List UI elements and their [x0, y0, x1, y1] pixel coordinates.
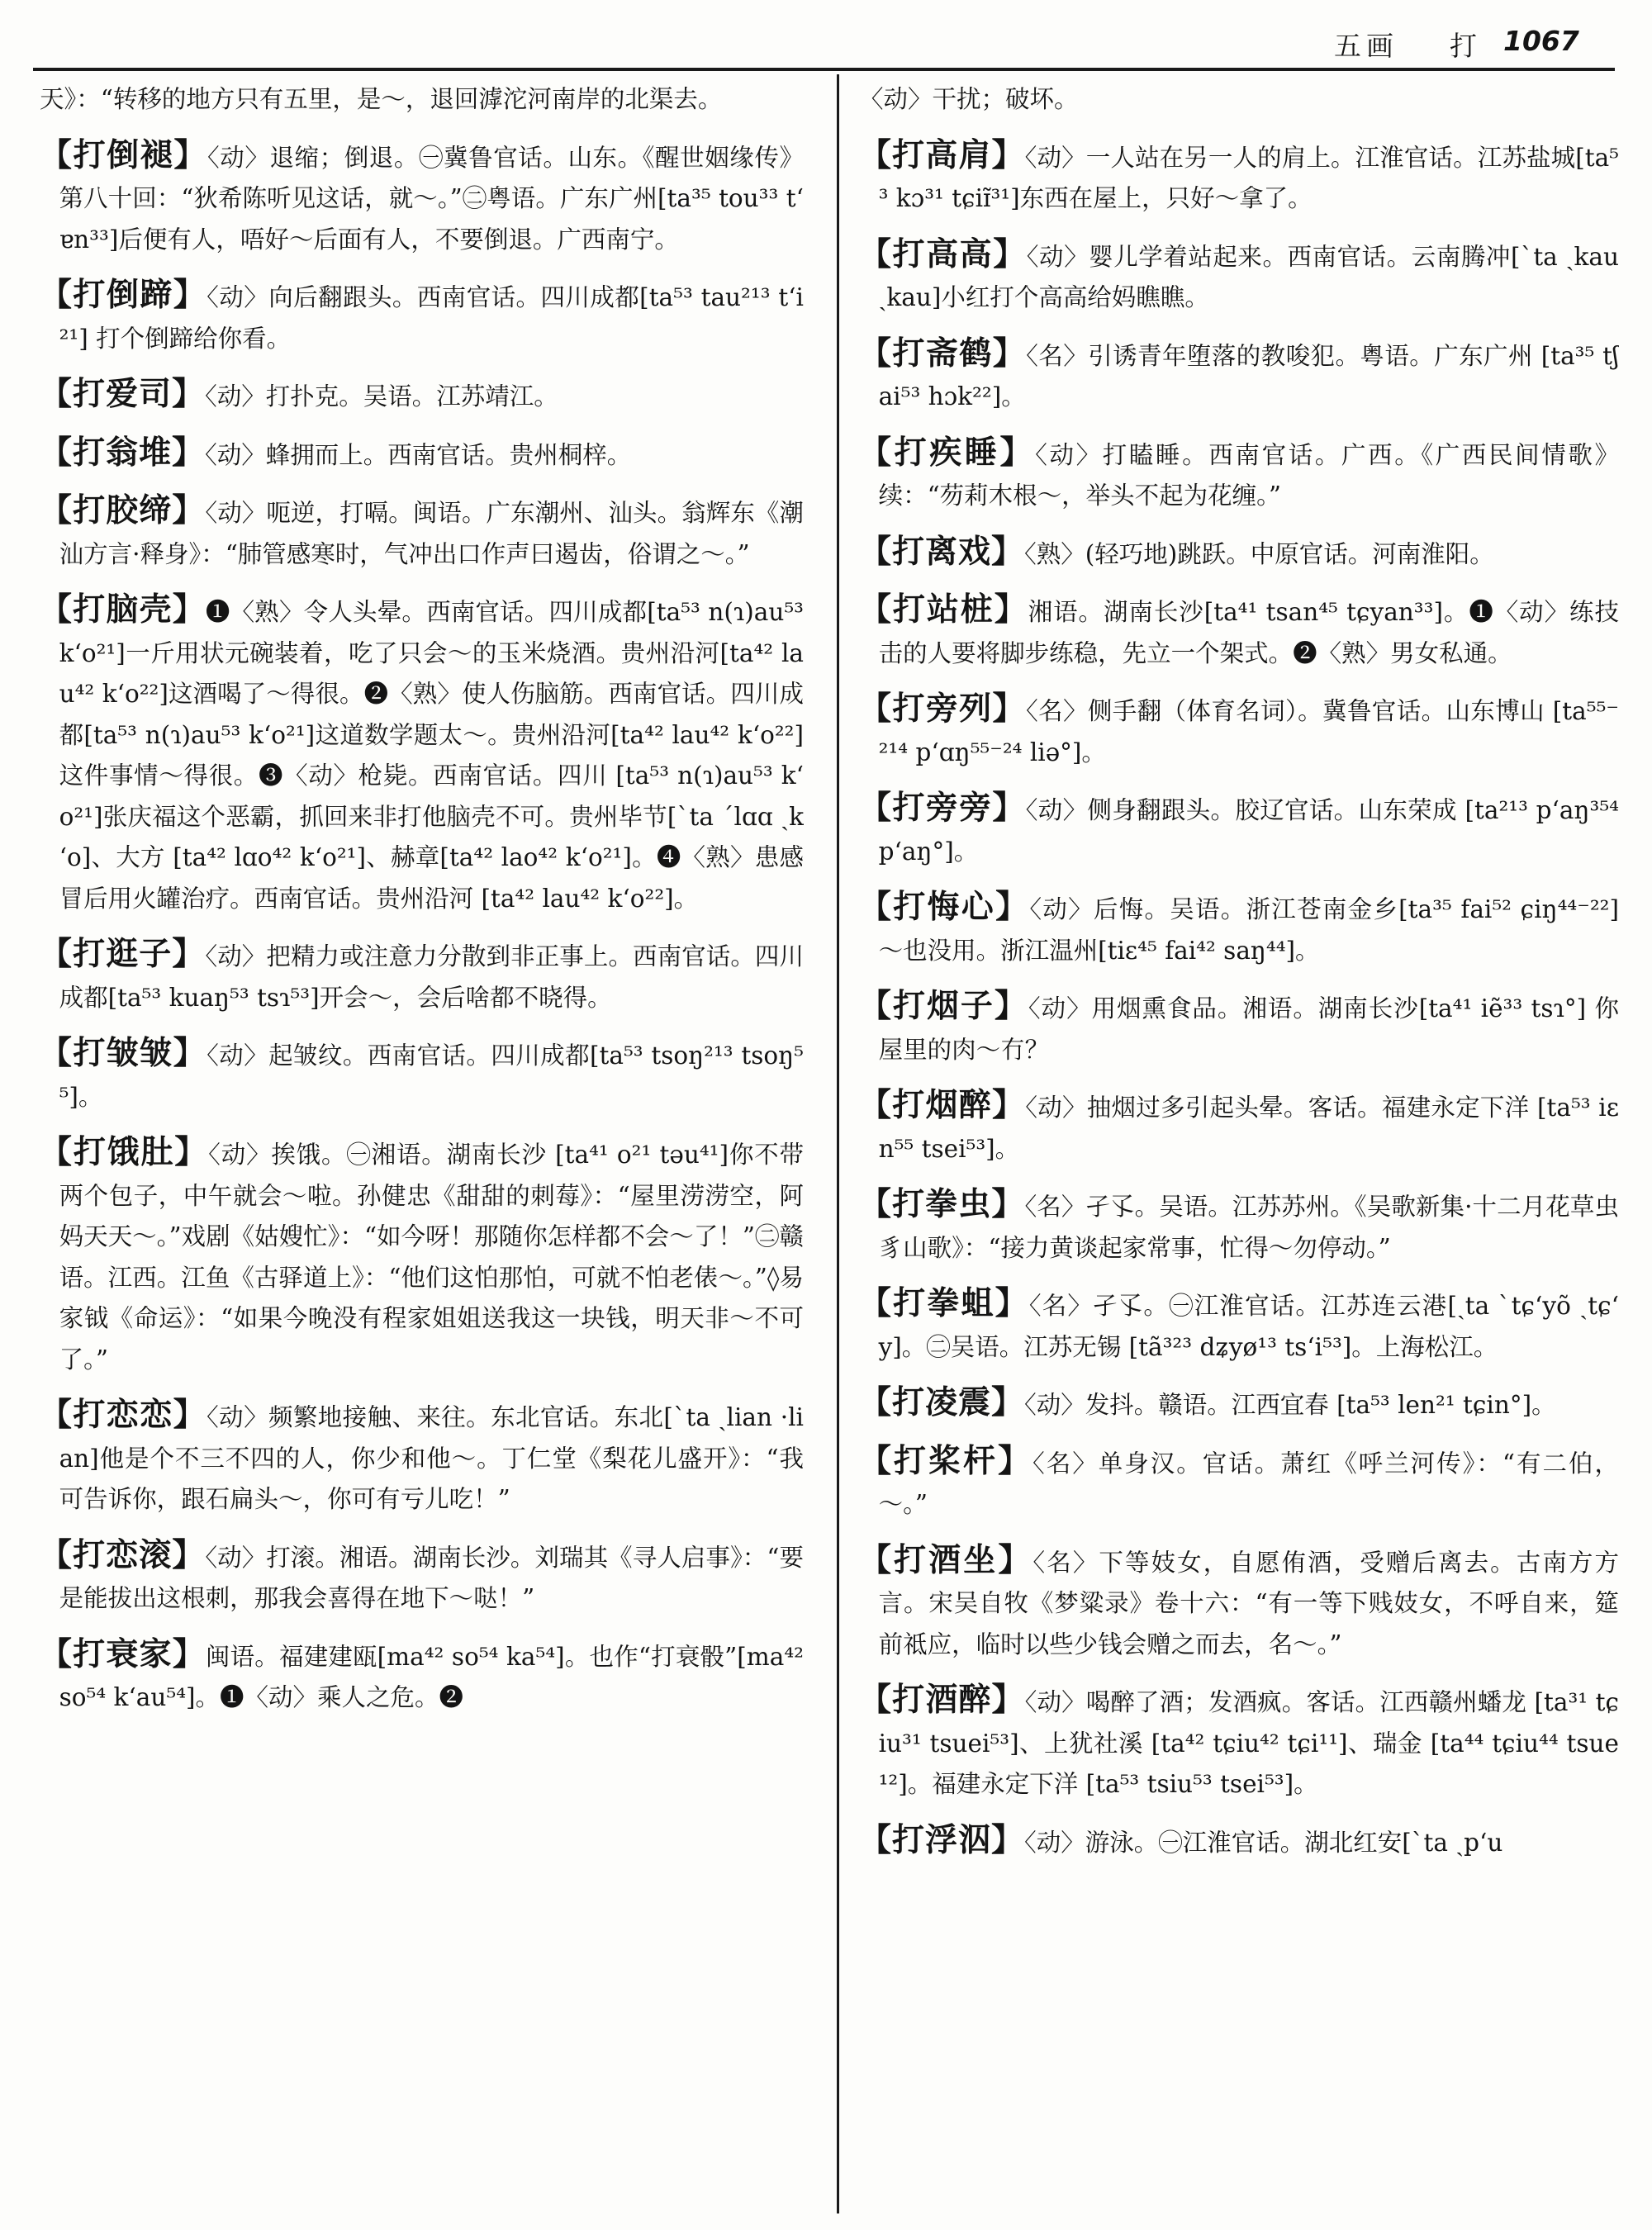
- page-number: 1067: [1503, 25, 1579, 57]
- dictionary-entry: [859, 1820, 1619, 1864]
- dictionary-entry: [40, 590, 804, 919]
- entry-headword: 【打皱皱】: [40, 1034, 207, 1072]
- dictionary-entry: [40, 1033, 804, 1117]
- entry-headword: 【打疾睡】: [859, 433, 1036, 472]
- entry-headword: 【打烟子】: [859, 987, 1028, 1025]
- entry-definition: 〈熟〉(轻巧地)跳跃。中原官话。河南淮阳。: [1024, 539, 1494, 568]
- dictionary-entry: [859, 788, 1619, 872]
- entry-headword: 【打斋鹤】: [859, 334, 1027, 372]
- dictionary-entry: [40, 491, 804, 575]
- dictionary-entry: [859, 1085, 1619, 1170]
- entry-definition: 〈动〉干扰；破坏。: [859, 85, 1079, 113]
- entry-definition: 〈动〉打扑克。吴语。江苏靖江。: [205, 382, 558, 410]
- entry-definition: 〈动〉喝醉了酒；发酒疯。客话。江西赣州蟠龙 [ta³¹ tɕiu³¹ tsuei⁵³]、上犹社溪 [ta⁴² tɕiu⁴² tɕi¹¹]、瑞金 [ta⁴⁴ tɕiu⁴⁴ tsue¹²]。福建永定下洋 [ta⁵³ tsiu⁵³ tsei⁵³]。: [878, 1688, 1619, 1798]
- entry-definition: 〈动〉把精力或注意力分散到非正事上。西南官话。四川成都[ta⁵³ kuaŋ⁵³ tsɿ⁵³]开会～，会后啥都不晓得。: [59, 942, 804, 1012]
- dictionary-entry: [859, 986, 1619, 1070]
- entry-headword: 【打站桩】: [859, 591, 1028, 629]
- entry-definition: 〈动〉打滚。湘语。湖南长沙。刘瑞其《寻人启事》：“要是能拔出这根刺，那我会喜得在地下～哒！”: [59, 1543, 804, 1612]
- entry-headword: 【打倒蹄】: [40, 276, 207, 314]
- entry-headword: 【打倒褪】: [40, 135, 207, 174]
- entry-headword: 【打酒醉】: [859, 1681, 1025, 1719]
- entry-definition: 〈名〉孑孓。吴语。江苏苏州。《吴歌新集·十二月花草虫豸山歌》：“接力黄谈起家常事，忙得～勿停动。”: [878, 1193, 1619, 1262]
- dictionary-entry: [859, 334, 1619, 418]
- entry-definition: 〈动〉侧身翻跟头。胶辽官话。山东荣成 [ta²¹³ pʻaŋ³⁵⁴ pʻaŋ°]。: [878, 796, 1619, 866]
- dictionary-entry: [40, 433, 804, 477]
- entry-headword: 【打悔心】: [859, 888, 1030, 926]
- entry-headword: 【打高肩】: [859, 135, 1025, 174]
- dictionary-entry: [859, 1441, 1619, 1525]
- entry-definition: 天》：“转移的地方只有五里，是～，退回滹沱河南岸的北渠去。: [40, 85, 723, 113]
- entry-definition: 〈动〉一人站在另一人的肩上。江淮官话。江苏盐城[ta⁵³ kɔ³¹ tɕiɪ̃³¹]东西在屋上，只好～拿了。: [878, 143, 1619, 212]
- entry-headword: 【打桨杆】: [859, 1441, 1032, 1480]
- entry-headword: 【打爱司】: [40, 375, 206, 413]
- dictionary-entry: [859, 433, 1619, 517]
- dictionary-entry: [40, 135, 804, 261]
- entry-definition: 闽语。福建建瓯[ma⁴² so⁵⁴ ka⁵⁴]。也作“打衰骰”[ma⁴² so⁵⁴ kʻau⁵⁴]。❶〈动〉乘人之危。❷: [59, 1642, 804, 1711]
- entry-headword: 【打饿肚】: [40, 1133, 209, 1171]
- entry-definition: 〈动〉抽烟过多引起头晕。客话。福建永定下洋 [ta⁵³ iɛn⁵⁵ tsei⁵³]。: [878, 1094, 1619, 1163]
- entry-definition: 〈名〉单身汉。官话。萧红《呼兰河传》：“有二伯，～。”: [878, 1449, 1619, 1518]
- entry-headword: 【打旁列】: [859, 690, 1026, 728]
- dictionary-entry: [859, 1680, 1619, 1805]
- radical-char: 打: [1450, 30, 1477, 62]
- dictionary-entry: [859, 887, 1619, 971]
- entry-definition: 〈名〉孑孓。㊀江淮官话。江苏连云港[ˏta ˋtɕʻyõ ˏtɕʻy]。㊁吴语。江苏无锡 [tã³²³ dʑyø¹³ tsʻi⁵³]。上海松江。: [878, 1292, 1619, 1361]
- entry-definition: 〈动〉用烟熏食品。湘语。湖南长沙[ta⁴¹ iẽ³³ tsɿ°] 你屋里的肉～冇？: [878, 994, 1619, 1064]
- entry-definition: 〈动〉游泳。㊀江淮官话。湖北红安[ˋta ˏpʻu: [1024, 1828, 1503, 1857]
- entry-definition: 〈动〉后悔。吴语。浙江苍南金乡[ta³⁵ fai⁵² ɕiŋ⁴⁴⁻²²]～也没用。浙江温州[tiɛ⁴⁵ fai⁴² saŋ⁴⁴]。: [878, 895, 1619, 965]
- dictionary-entry: [859, 1283, 1619, 1368]
- dictionary-entry: [859, 135, 1619, 220]
- entry-headword: 【打衰家】: [40, 1635, 206, 1673]
- entry-headword: 【打恋滚】: [40, 1535, 206, 1574]
- entry-headword: 【打高高】: [859, 235, 1027, 273]
- entry-definition: 〈名〉下等妓女，自愿侑酒，受赠后离去。古南方方言。宋吴自牧《梦粱录》卷十六：“有一等下贱妓女，不呼自来，筵前祗应，临时以些少钱会赠之而去，名～。”: [878, 1548, 1619, 1658]
- entry-definition: 〈动〉发抖。赣语。江西宜春 [ta⁵³ len²¹ tɕin°]。: [1024, 1391, 1556, 1419]
- entry-headword: 【打凌震】: [859, 1383, 1025, 1421]
- dictionary-entry: [40, 1132, 804, 1380]
- entry-definition: 〈动〉向后翻跟头。西南官话。四川成都[ta⁵³ tau²¹³ tʻi²¹] 打个倒蹄给你看。: [59, 283, 804, 353]
- dictionary-entry: [859, 235, 1619, 319]
- entry-continuation: [859, 79, 1619, 121]
- entry-continuation: [40, 79, 804, 121]
- entry-headword: 【打酒坐】: [859, 1540, 1033, 1579]
- dictionary-entry: [859, 689, 1619, 773]
- entry-definition: ❶〈熟〉令人头晕。西南官话。四川成都[ta⁵³ n(ɿ)au⁵³ kʻo²¹]一斤用状元碗装着，吃了只会～的玉米烧酒。贵州沿河[ta⁴² lau⁴² kʻo²²]这酒喝了～得很。❷〈熟〉使人伤脑筋。西南官话。四川成都[ta⁵³ n(ɿ)au⁵³ kʻo²¹]这道数学题太～。贵州沿河[ta⁴² lau⁴² kʻo²²]这件事情～得很。❸〈动〉枪毙。西南官话。四川 [ta⁵³ n(ɿ)au⁵³ kʻo²¹]张庆福这个恶霸，抓回来非打他脑壳不可。贵州毕节[ˋta ˊlɑɑ ˏkʻo]、大方 [ta⁴² lɑo⁴² kʻo²¹]、赫章[ta⁴² lao⁴² kʻo²¹]。❹〈熟〉患感冒后用火罐治疗。西南官话。贵州沿河 [ta⁴² lau⁴² kʻo²²]。: [59, 598, 804, 913]
- entry-definition: 〈动〉蜂拥而上。西南官话。贵州桐梓。: [205, 440, 632, 469]
- dictionary-entry: [40, 1635, 804, 1719]
- right-column: [859, 79, 1619, 2218]
- entry-definition: 〈动〉婴儿学着站起来。西南官话。云南腾冲[ˋta ˏkau ˏkau]小红打个高高给妈瞧瞧。: [878, 242, 1619, 311]
- entry-headword: 【打拳蛆】: [859, 1284, 1029, 1322]
- dictionary-entry: [40, 275, 804, 359]
- entry-headword: 【打恋恋】: [40, 1396, 207, 1434]
- entry-headword: 【打脑壳】: [40, 591, 206, 629]
- dictionary-entry: [859, 1383, 1619, 1426]
- dictionary-entry: [40, 374, 804, 418]
- entry-headword: 【打拳虫】: [859, 1185, 1025, 1223]
- entry-definition: 〈动〉频繁地接触、来往。东北官话。东北[ˋta ˏlian ·lian]他是个不三不四的人，你少和他～。丁仁堂《梨花儿盛开》：“我可告诉你，跟石扁头～，你可有亏儿吃！”: [59, 1403, 804, 1513]
- entry-definition: 〈动〉挨饿。㊀湘语。湖南长沙 [ta⁴¹ o²¹ təu⁴¹]你不带两个包子，中午就会～啦。孙健忠《甜甜的刺莓》：“屋里涝涝空，阿妈天天～。”戏剧《姑嫂忙》：“如今呀！那随你怎样都不会～了！”㊁赣语。江西。江鱼《古驿道上》：“他们这怕那怕，可就不怕老俵～。”◊易家钺《命运》：“如果今晚没有程家姐姐送我这一块钱，明天非～不可了。”: [59, 1141, 804, 1374]
- dictionary-entry: [859, 1540, 1619, 1666]
- dictionary-entry: [859, 532, 1619, 576]
- dictionary-entry: [40, 1535, 804, 1620]
- entry-definition: 〈名〉侧手翻（体育名词）。冀鲁官话。山东博山 [ta⁵⁵⁻²¹⁴ pʻɑŋ⁵⁵⁻²⁴ liə°]。: [878, 697, 1619, 766]
- dictionary-entry: [859, 590, 1619, 674]
- left-column: [40, 79, 804, 2218]
- entry-definition: 〈名〉引诱青年堕落的教唆犯。粤语。广东广州 [ta³⁵ tʃai⁵³ hɔk²²]。: [878, 341, 1619, 410]
- entry-headword: 【打胶缔】: [40, 491, 206, 529]
- column-divider: [837, 74, 839, 2213]
- entry-headword: 【打旁旁】: [859, 789, 1026, 827]
- header-rule: [33, 68, 1615, 71]
- entry-headword: 【打离戏】: [859, 532, 1025, 571]
- entry-headword: 【打翁堆】: [40, 433, 206, 472]
- entry-headword: 【打烟醉】: [859, 1086, 1026, 1124]
- entry-definition: 〈动〉呃逆，打嗝。闽语。广东潮州、汕头。翁辉东《潮汕方言·释身》：“肺管感寒时，气冲出口作声曰遏齿，俗谓之～。”: [59, 499, 804, 568]
- entry-definition: 〈动〉起皱纹。西南官话。四川成都[ta⁵³ tsoŋ²¹³ tsoŋ⁵⁵]。: [59, 1041, 804, 1111]
- dictionary-entry: [40, 1395, 804, 1521]
- dictionary-entry: [40, 934, 804, 1018]
- entry-definition: 〈动〉退缩；倒退。㊀冀鲁官话。山东。《醒世姻缘传》第八十回：“狄希陈听见这话，就～。”㊁粤语。广东广州[ta³⁵ tou³³ tʻɐn³³]后便有人，唔好～后面有人，不要倒退。广西南宁。: [59, 143, 804, 254]
- section-label: 五画: [1334, 30, 1398, 62]
- running-header: [843, 21, 1611, 71]
- entry-headword: 【打浮泅】: [859, 1820, 1025, 1859]
- dictionary-entry: [859, 1184, 1619, 1269]
- entry-definition: 湘语。湖南长沙[ta⁴¹ tsan⁴⁵ tɕyan³³]。❶〈动〉练技击的人要将脚步练稳，先立一个架式。❷〈熟〉男女私通。: [878, 598, 1619, 667]
- entry-definition: 〈动〉打瞌睡。西南官话。广西。《广西民间情歌》续：“芴莉木根～，举头不起为花缠。”: [878, 440, 1619, 510]
- entry-headword: 【打逛子】: [40, 935, 206, 973]
